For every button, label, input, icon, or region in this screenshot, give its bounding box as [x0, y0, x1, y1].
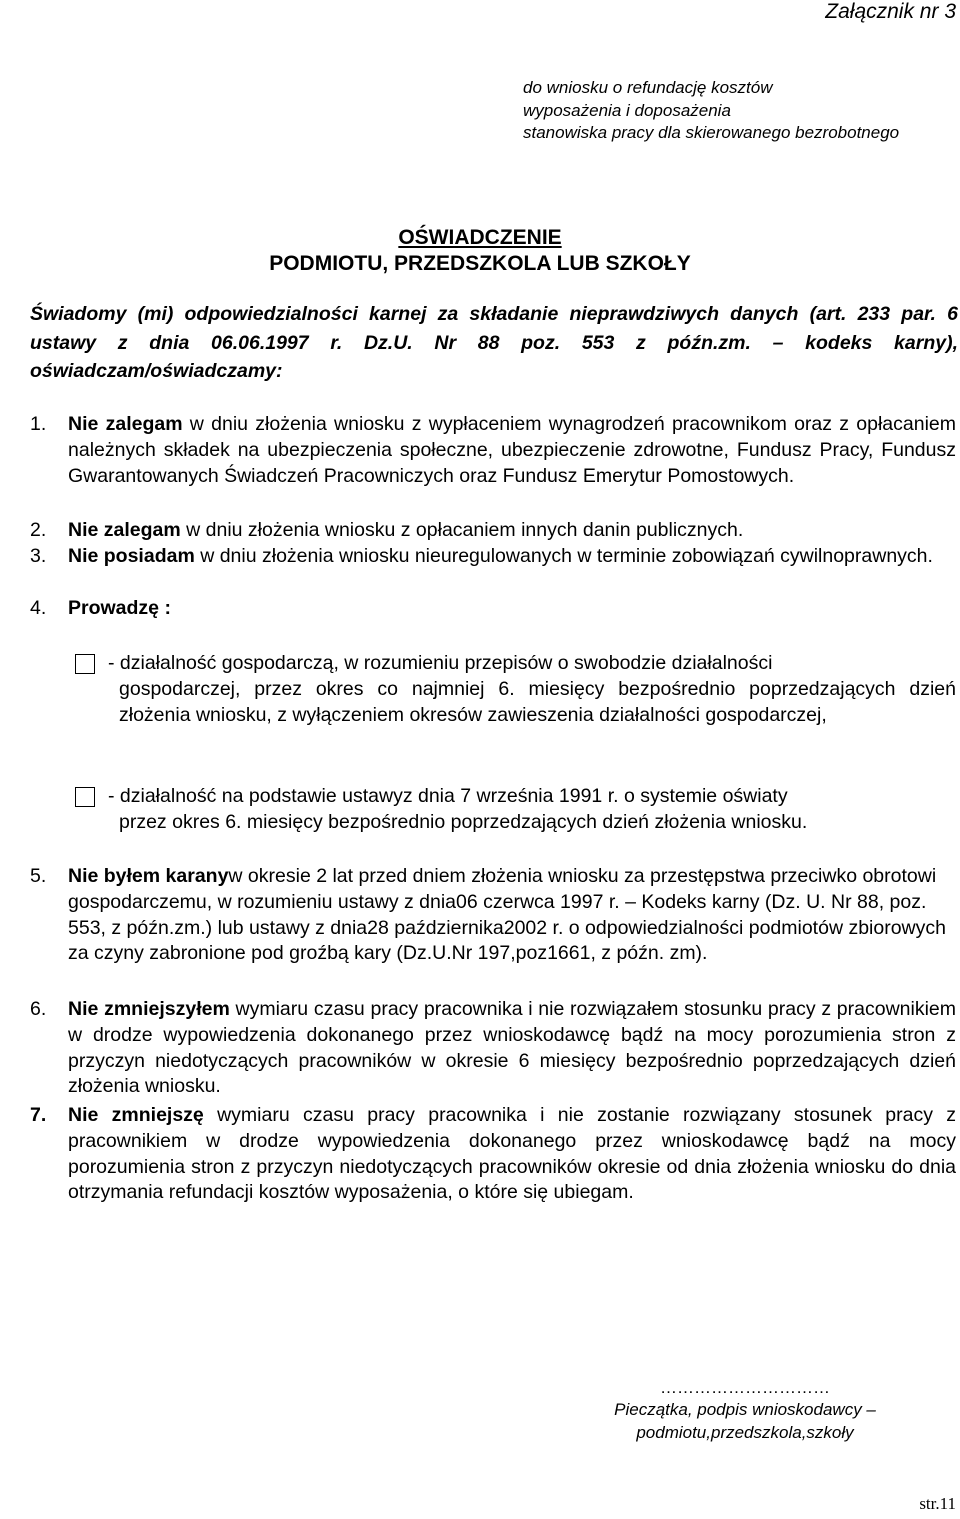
- item-bold: Nie zalegam: [68, 519, 181, 541]
- reference-line: stanowiska pracy dla skierowanego bezrobotnego: [523, 123, 900, 142]
- item-number: 7.: [30, 1104, 47, 1126]
- item-bold: Nie zmniejszyłem: [68, 998, 230, 1020]
- document-title: OŚWIADCZENIE: [398, 226, 562, 249]
- item-text: [68, 518, 956, 544]
- item-text: [68, 596, 956, 622]
- item-bold: Prowadzę :: [68, 597, 171, 619]
- item-number: 1.: [30, 413, 47, 435]
- document-subtitle: PODMIOTU, PRZEDSZKOLA LUB SZKOŁY: [269, 252, 691, 275]
- item-number: 3.: [30, 545, 47, 567]
- intro-statement: Świadomy (mi) odpowiedzialności karnej za składanie nieprawdziwych danych (art. 233 par. 6 ustawy z dnia 06.06.1997 r. Dz.U. Nr 88 poz. 553 z późn.zm. – kodeks karny), oświadczam/oświadczamy:: [30, 303, 958, 382]
- option-1-first-line: - działalność gospodarczą, w rozumieniu przepisów o swobodzie działalności: [108, 652, 773, 674]
- item-text: [68, 997, 956, 1100]
- item-bold: Nie byłem karany: [68, 865, 229, 887]
- signature-line: …………………………: [660, 1378, 830, 1397]
- item-body: w dniu złożenia wniosku z opłacaniem innych danin publicznych.: [180, 519, 744, 541]
- item-number: 6.: [30, 998, 47, 1020]
- option-1-checkbox[interactable]: [75, 654, 95, 674]
- reference-note: [523, 77, 899, 145]
- item-text: [68, 412, 956, 489]
- annex-label: Załącznik nr 3: [825, 0, 956, 23]
- option-2-first-line: - działalność na podstawie ustawyz dnia 7 września 1991 r. o systemie oświaty: [108, 785, 788, 807]
- page-number: str.11: [919, 1494, 956, 1513]
- item-number: 2.: [30, 519, 47, 541]
- item-number: 5.: [30, 865, 47, 887]
- item-body: w dniu złożenia wniosku z wypłaceniem wynagrodzeń pracownikom oraz z opłacaniem należnych składek na ubezpieczenia społeczne, ubezpieczenie zdrowotne, Fundusz Pracy, Fundusz Gwarantowanych Świadczeń Pracowniczych oraz Fundusz Emerytur Pomostowych.: [68, 413, 956, 487]
- item-bold: Nie zmniejszę: [68, 1104, 204, 1126]
- option-1-rest: gospodarczej, przez okres co najmniej 6. miesięcy bezpośrednio poprzedzających dzień złożenia wniosku, z wyłączeniem okresów zawieszenia działalności gospodarczej,: [119, 677, 956, 726]
- item-body: wymiaru czasu pracy pracownika i nie zostanie rozwiązany stosunek pracy z pracownikiem w drodze wypowiedzenia dokonanego przez wnioskodawcę bądź na mocy porozumienia stron z przyczyn niedotyczących pracowników okresie od dnia złożenia wniosku do dnia otrzymania refundacji kosztów wyposażenia, o które się ubiegam.: [68, 1104, 956, 1204]
- reference-line: wyposażenia i doposażenia: [523, 100, 731, 120]
- option-1-text: [108, 651, 956, 728]
- item-bold: Nie posiadam: [68, 545, 195, 567]
- item-body: wymiaru czasu pracy pracownika i nie rozwiązałem stosunku pracy z pracownikiem w drodze wypowiedzenia dokonanego przez wnioskodawcę bądź na mocy porozumienia stron z przyczyn niedotyczących pracowników w okresie 6 miesięcy bezpośrednio poprzedzających dzień złożenia wniosku.: [68, 998, 957, 1098]
- item-number: 4.: [30, 597, 47, 619]
- item-text: [68, 864, 956, 967]
- item-body: w dniu złożenia wniosku nieuregulowanych w terminie zobowiązań cywilnoprawnych.: [194, 545, 933, 567]
- option-2-rest: przez okres 6. miesięcy bezpośrednio poprzedzających dzień złożenia wniosku.: [119, 810, 808, 833]
- item-body: w okresie 2 lat przed dniem złożenia wniosku za przestępstwa przeciwko obrotowi gospodarczemu, w rozumieniu ustawy z dnia06 czerwca 1997 r. – Kodeks karny (Dz. U. Nr 88, poz. 553, z późn.zm.) lub ustawy z dnia28 października2002 r. o odpowiedzialności podmiotów zbiorowych za czyny zabronione pod groźbą kary (Dz.U.Nr 197,poz1661, z późn. zm).: [68, 865, 946, 965]
- signature-caption-line1: Pieczątka, podpis wnioskodawcy –: [614, 1400, 876, 1419]
- item-text: [68, 544, 956, 570]
- reference-line: do wniosku o refundację kosztów: [523, 78, 773, 97]
- option-2-checkbox[interactable]: [75, 787, 95, 807]
- item-bold: Nie zalegam: [68, 413, 183, 435]
- signature-caption-line2: podmiotu,przedszkola,szkoły: [636, 1423, 854, 1442]
- item-text: [68, 1103, 956, 1206]
- option-2-text: [108, 784, 956, 836]
